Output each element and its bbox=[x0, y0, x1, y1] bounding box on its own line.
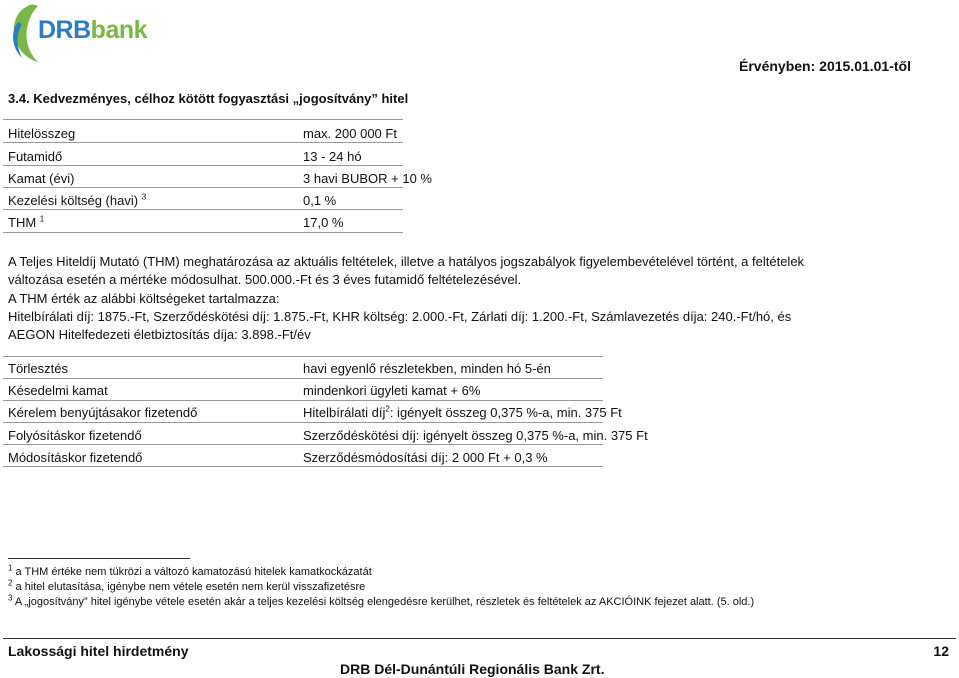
row-value-loan-amount: max. 200 000 Ft bbox=[303, 126, 397, 141]
logo-bank-text: bank bbox=[90, 16, 148, 44]
logo-drb-text: DRB bbox=[38, 16, 91, 44]
footnote-2: $^2$ a hitel elutasítása, igénybe nem vétele esetén nem kerül visszafizetésre bbox=[8, 578, 366, 593]
row-value-thm: 17,0 % bbox=[303, 215, 344, 230]
row-label-interest: Kamat (évi) bbox=[8, 171, 75, 186]
thm-text-line-3: A THM érték az alábbi költségeket tartalmazza: bbox=[8, 291, 280, 306]
row-label-loan-amount: Hitelösszeg bbox=[8, 126, 76, 141]
drb-bank-logo bbox=[8, 2, 148, 66]
row-value-interest: 3 havi BUBOR + 10 % bbox=[303, 171, 432, 186]
row-label-application-fee: Kérelem benyújtásakor fizetendő bbox=[8, 405, 198, 420]
row-label-modification-fee: Módosításkor fizetendő bbox=[8, 450, 143, 465]
footer-bank-name: DRB Dél-Dunántúli Regionális Bank Zrt. bbox=[340, 661, 605, 677]
footnote-3: $^3$ A „jogosítvány” hitel igénybe vétele esetén akár a teljes kezelési költség elengedésre kerülhet, részletek és feltételek az AKCIÓINK fejezet alatt. (5. old.) bbox=[8, 593, 755, 608]
thm-text-line-2: változása esetén a mértéke módosulhat. 500.000.-Ft és 3 éves futamidő feltételezésével. bbox=[8, 272, 522, 287]
footer-document-title: Lakossági hitel hirdetmény bbox=[8, 643, 189, 659]
row-label-thm: THM $^1$ bbox=[8, 214, 45, 230]
valid-from-date: Érvényben: 2015.01.01-től bbox=[739, 58, 911, 74]
row-label-late-interest: Késedelmi kamat bbox=[8, 383, 108, 398]
row-value-term: 13 - 24 hó bbox=[303, 149, 362, 164]
row-label-term: Futamidő bbox=[8, 149, 63, 164]
row-value-application-fee: Hitelbírálati díj$^2$: igényelt összeg 0,375 %-a, min. 375 Ft bbox=[303, 404, 622, 420]
footer-page-number: 12 bbox=[933, 643, 949, 659]
thm-text-line-5: AEGON Hitelfedezeti életbiztosítás díja: 3.898.-Ft/év bbox=[8, 327, 311, 342]
thm-text-line-4: Hitelbírálati díj: 1875.-Ft, Szerződéskötési díj: 1.875.-Ft, KHR költség: 2.000.-Ft, Zárlati díj: 1.200.-Ft, Számlavezetés díja: 240.-Ft/hó, és bbox=[8, 309, 792, 324]
row-value-modification-fee: Szerződésmódosítási díj: 2 000 Ft + 0,3 % bbox=[303, 450, 548, 465]
row-value-repayment: havi egyenlő részletekben, minden hó 5-én bbox=[303, 361, 551, 376]
thm-text-line-1: A Teljes Hiteldíj Mutató (THM) meghatározása az aktuális feltételek, illetve a hatályos jogszabályok figyelembevételével történt, a feltételek bbox=[8, 254, 805, 269]
section-title: 3.4. Kedvezményes, célhoz kötött fogyasztási „jogosítvány” hitel bbox=[8, 91, 409, 106]
row-label-handling-fee: Kezelési költség (havi) $^3$ bbox=[8, 192, 147, 208]
row-label-repayment: Törlesztés bbox=[8, 361, 68, 376]
footnote-1: $^1$ a THM értéke nem tükrözi a változó kamatozású hitelek kamatkockázatát bbox=[8, 563, 372, 578]
row-label-disbursement-fee: Folyósításkor fizetendő bbox=[8, 428, 142, 443]
row-value-handling-fee: 0,1 % bbox=[303, 193, 337, 208]
row-value-disbursement-fee: Szerződéskötési díj: igényelt összeg 0,375 %-a, min. 375 Ft bbox=[303, 428, 648, 443]
row-value-late-interest: mindenkori ügyleti kamat + 6% bbox=[303, 383, 481, 398]
